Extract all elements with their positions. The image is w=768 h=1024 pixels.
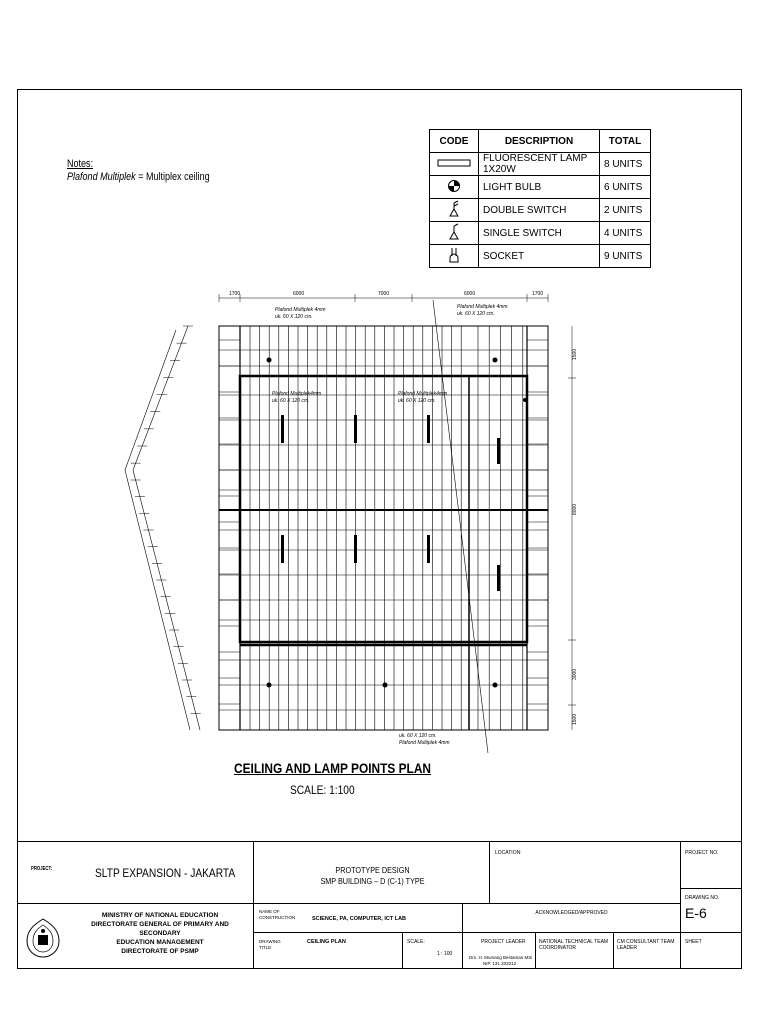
legend-description: DOUBLE SWITCH <box>479 199 600 222</box>
dim-top-1: 1700 <box>229 291 241 297</box>
name-of-construction-label: NAME OF CONSTRUCTION <box>259 909 296 920</box>
label-ceiling: Plafond Multiplek 4mm <box>399 740 450 746</box>
legend-total: 8 UNITS <box>600 153 651 176</box>
project-label: PROJECT: <box>31 866 53 872</box>
legend-description: SINGLE SWITCH <box>479 222 600 245</box>
project-leader-name: Drs. H. Mumang Bestaman MSi <box>469 955 533 960</box>
ministry-logo <box>23 917 63 959</box>
drawing-no-label: DRAWING NO. <box>685 895 720 901</box>
acknowledged-label: ACKNOWLEDGED/APPROVED <box>535 910 608 916</box>
drawing-title: CEILING PLAN <box>307 939 346 945</box>
dim-right-4: 1500 <box>572 713 578 725</box>
label-ceiling: Plafond Multiplek 4mm <box>275 307 326 313</box>
notes-lead: Plafond Multiplek <box>67 171 136 183</box>
location-label: LOCATION: <box>495 850 522 856</box>
legend-description: FLUORESCENT LAMP 1X20W <box>479 153 600 176</box>
label-size: uk. 60 X 120 cm. <box>272 398 310 404</box>
legend-header-code: CODE <box>430 130 479 153</box>
ministry-line-1: MINISTRY OF NATIONAL EDUCATION <box>101 912 219 919</box>
notes-text: = Multiplex ceiling <box>135 171 210 183</box>
ministry-line-3: EDUCATION MANAGEMENT <box>116 939 204 946</box>
legend-description: LIGHT BULB <box>479 176 600 199</box>
notes-title: Notes: <box>67 158 94 170</box>
scale-label: SCALE: <box>407 939 425 945</box>
dim-right-3: 3000 <box>572 668 578 680</box>
plan-title: CEILING AND LAMP POINTS PLAN <box>234 760 432 776</box>
legend-header-total: TOTAL <box>600 130 651 153</box>
legend-total: 4 UNITS <box>600 222 651 245</box>
label-ceiling: Plafond Multiplek4mm <box>398 391 448 397</box>
ministry-line-2: DIRECTORATE GENERAL OF PRIMARY AND SECONDARY <box>91 921 229 937</box>
legend-total: 9 UNITS <box>600 245 651 268</box>
dim-right-2: 8000 <box>572 503 578 515</box>
label-size: uk. 60 X 120 cm. <box>398 398 436 404</box>
legend-header-description: DESCRIPTION <box>479 130 600 153</box>
label-size: uk. 60 X 120 cm. <box>399 733 437 739</box>
scale-value: 1 : 100 <box>437 951 453 957</box>
plan-scale: SCALE: 1:100 <box>290 783 355 797</box>
legend-total: 6 UNITS <box>600 176 651 199</box>
legend-total: 2 UNITS <box>600 199 651 222</box>
prototype-line-2: SMP BUILDING – D (C-1) TYPE <box>320 876 425 886</box>
legend-description: SOCKET <box>479 245 600 268</box>
title-block <box>17 841 742 969</box>
dim-right-1: 1500 <box>572 348 578 360</box>
dim-top-5: 1700 <box>532 291 544 297</box>
prototype-line-1: PROTOTYPE DESIGN <box>335 865 410 875</box>
drawing-no: E-6 <box>685 905 707 921</box>
label-ceiling: Plafond Multiplek 4mm <box>457 304 508 310</box>
cm-consultant-label: CM CONSULTANT TEAM LEADER <box>617 939 675 951</box>
national-technical-team-label: NATIONAL TECHNICAL TEAM COORDINATOR <box>539 939 609 951</box>
dim-top-2: 6000 <box>293 291 305 297</box>
project-leader-nip: NIP. 131 203212 <box>483 961 517 966</box>
drawing-title-label: DRAWING TITLE <box>259 939 281 950</box>
project-name: SLTP EXPANSION - JAKARTA <box>95 866 236 880</box>
ministry-line-4: DIRECTORATE OF PSMP <box>121 948 199 955</box>
sheet-label: SHEET <box>685 939 702 945</box>
project-leader-label: PROJECT LEADER <box>481 939 526 945</box>
name-of-construction: SCIENCE, PA, COMPUTER, ICT LAB <box>312 916 407 922</box>
prototype-title <box>279 865 466 887</box>
label-size: uk. 60 X 120 cm. <box>457 311 495 317</box>
project-no-label: PROJECT NO. <box>685 850 719 856</box>
dim-top-4: 6000 <box>464 291 476 297</box>
label-size: uk. 60 X 120 cm. <box>275 314 313 320</box>
ministry-block <box>75 911 245 956</box>
dim-top-3: 7000 <box>378 291 390 297</box>
label-ceiling: Plafond Multiplek4mm <box>272 391 322 397</box>
